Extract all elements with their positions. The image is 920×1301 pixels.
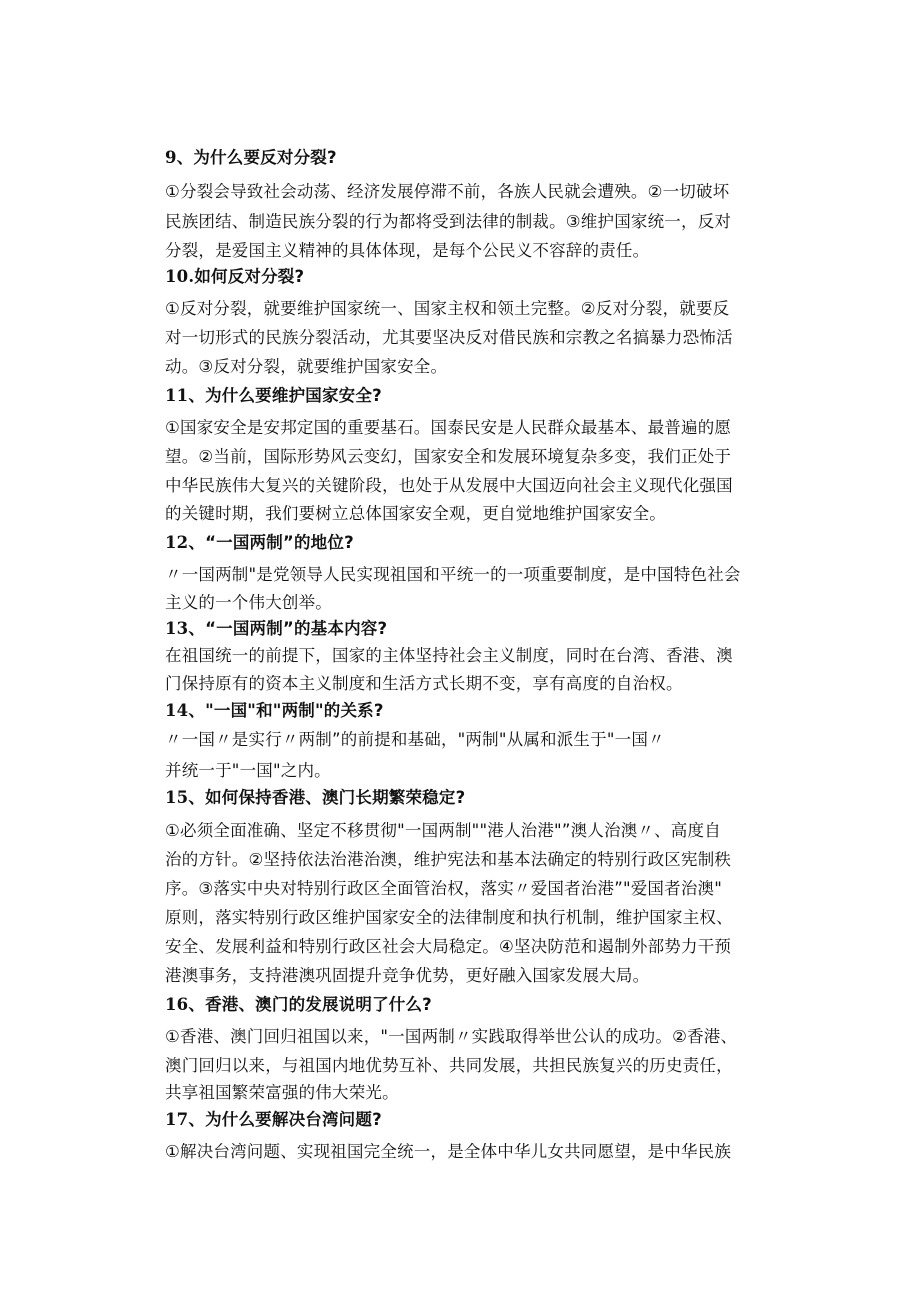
- answer-line: [165, 471, 765, 501]
- question-number: 15: [165, 788, 189, 807]
- answer-text: 门保持原有的资本主义制度和生活方式长期不变，享有高度的自治权。: [165, 674, 683, 693]
- answer-text: 〃一国〃是实行〃两制”的前提和基础，"两制"从属和派生于"一国〃: [165, 730, 665, 749]
- answer-text: 中华民族伟大复兴的关键阶段，也处于从发展中大国迈向社会主义现代化强国: [165, 476, 733, 495]
- answer-line: [165, 961, 765, 991]
- question-heading: [165, 990, 765, 1020]
- answer-line: [165, 874, 765, 904]
- answer-line: [165, 560, 765, 590]
- answer-text: ①分裂会导致社会动荡、经济发展停滞不前，各族人民就会遭殃。②一切破坏: [165, 182, 730, 201]
- question-number: 13: [165, 619, 189, 638]
- answer-line: [165, 294, 765, 324]
- question-text: 如何反对分裂?: [194, 267, 305, 286]
- answer-line: [165, 756, 765, 786]
- question-number: 12: [165, 533, 189, 552]
- answer-line: [165, 641, 765, 671]
- answer-text: 并统一于"一国"之内。: [165, 761, 331, 780]
- answer-line: [165, 177, 765, 207]
- answer-line: [165, 413, 765, 443]
- question-heading: [165, 783, 765, 813]
- answer-line: [165, 932, 765, 962]
- answer-text: 澳门回归以来，与祖国内地优势互补、共同发展，共担民族复兴的历史责任，: [165, 1056, 733, 1075]
- question-heading: [165, 1105, 765, 1135]
- answer-text: ①解决台湾问题、实现祖国完全统一，是全体中华儿女共同愿望，是中华民族: [165, 1142, 732, 1161]
- answer-text: 望。②当前，国际形势风云变幻，国家安全和发展环境复杂多变，我们正处于: [165, 447, 732, 466]
- answer-line: [165, 845, 765, 875]
- question-number: 11: [165, 386, 189, 405]
- answer-text: ①香港、澳门回归祖国以来，"一国两制〃实践取得举世公认的成功。②香港、: [165, 1027, 738, 1046]
- answer-text: 原则，落实特别行政区维护国家安全的法律制度和执行机制，维护国家主权、: [165, 908, 733, 927]
- question-heading: [165, 143, 765, 173]
- answer-text: 动。③反对分裂，就要维护国家安全。: [165, 357, 448, 376]
- question-text: 、“一国两制”的地位?: [188, 533, 354, 552]
- answer-text: 对一切形式的民族分裂活动，尤其要坚决反对借民族和宗教之名搞暴力恐怖活: [165, 328, 733, 347]
- answer-line: [165, 499, 765, 529]
- question-text: 、为什么要维护国家安全?: [188, 386, 382, 405]
- question-text: 、为什么要解决台湾问题?: [188, 1110, 382, 1129]
- question-number: 14: [165, 701, 189, 720]
- answer-text: 分裂，是爱国主义精神的具体体现，是每个公民义不容辞的责任。: [165, 241, 650, 260]
- question-number: 16: [165, 995, 189, 1014]
- answer-line: [165, 323, 765, 353]
- answer-text: ①国家安全是安邦定国的重要基石。国泰民安是人民群众最基本、最普遍的愿: [165, 418, 732, 437]
- question-text: 、"一国"和"两制"的关系?: [188, 701, 384, 720]
- question-text: 、香港、澳门的发展说明了什么?: [188, 995, 432, 1014]
- question-heading: [165, 528, 765, 558]
- answer-line: [165, 725, 765, 755]
- answer-text: ①必须全面准确、坚定不移贯彻"一国两制""港人治港"”澳人治澳〃、高度自: [165, 821, 721, 840]
- answer-text: 安全、发展利益和特别行政区社会大局稳定。④坚决防范和遏制外部势力干预: [165, 937, 732, 956]
- question-number: 9: [165, 148, 177, 167]
- answer-line: [165, 1078, 765, 1108]
- answer-text: 民族团结、制造民族分裂的行为都将受到法律的制裁。③维护国家统一，反对: [165, 212, 732, 231]
- answer-text: 治的方针。②坚持依法治港治澳，维护宪法和基本法确定的特别行政区宪制秩: [165, 850, 732, 869]
- answer-line: [165, 207, 765, 237]
- answer-text: 主义的一个伟大创举。: [165, 593, 332, 612]
- answer-text: ①反对分裂，就要维护国家统一、国家主权和领土完整。②反对分裂，就要反: [165, 299, 730, 318]
- answer-text: 港澳事务，支持港澳巩固提升竞争优势，更好融入国家发展大局。: [165, 966, 650, 985]
- answer-text: 〃一国两制"是党领导人民实现祖国和平统一的一项重要制度，是中国特色社会: [165, 565, 741, 584]
- answer-line: [165, 442, 765, 472]
- answer-line: [165, 669, 765, 699]
- question-text: 、为什么要反对分裂?: [176, 148, 337, 167]
- answer-line: [165, 352, 765, 382]
- answer-text: 序。③落实中央对特别行政区全面管治权，落实〃爱国者治港”"爱国者治澳": [165, 879, 723, 898]
- question-text: 、“一国两制”的基本内容?: [188, 619, 388, 638]
- answer-text: 共享祖国繁荣富强的伟大荣光。: [165, 1083, 399, 1102]
- answer-text: 在祖国统一的前提下，国家的主体坚持社会主义制度，同时在台湾、香港、澳: [165, 646, 733, 665]
- question-text: 、如何保持香港、澳门长期繁荣稳定?: [188, 788, 466, 807]
- question-heading: [165, 381, 765, 411]
- answer-line: [165, 1051, 765, 1081]
- question-number: 17: [165, 1110, 189, 1129]
- answer-line: [165, 816, 765, 846]
- answer-line: [165, 903, 765, 933]
- question-heading: [165, 614, 765, 644]
- answer-line: [165, 1137, 765, 1167]
- answer-text: 的关键时期，我们要树立总体国家安全观，更自觉地维护国家安全。: [165, 504, 666, 523]
- question-number: 10.: [165, 267, 195, 286]
- answer-line: [165, 1022, 765, 1052]
- question-heading: [165, 696, 765, 726]
- question-heading: [165, 262, 765, 292]
